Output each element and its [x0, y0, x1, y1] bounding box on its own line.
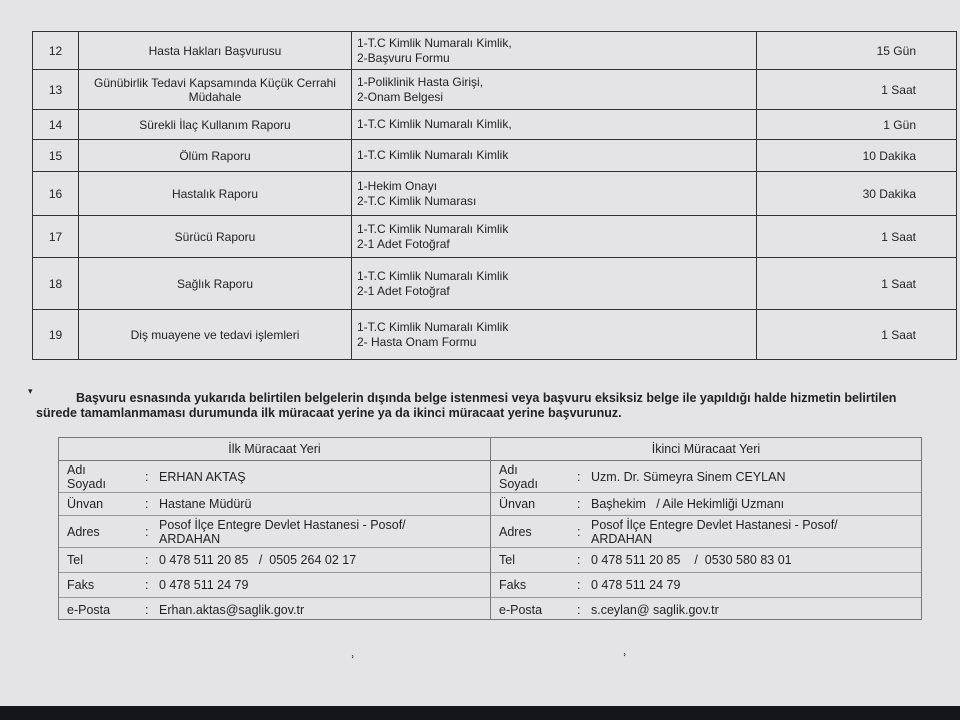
service-number: 12 — [33, 32, 79, 70]
address-label: Adres — [499, 524, 532, 539]
document-line: 1-T.C Kimlik Numaralı Kimlik — [357, 148, 509, 162]
email-label: e-Posta — [67, 603, 111, 617]
second-contact-email-row — [491, 598, 921, 622]
service-row — [33, 216, 957, 258]
service-documents — [352, 140, 757, 172]
fax-label: Faks — [499, 578, 527, 592]
service-name: Sürekli İlaç Kullanım Raporu — [79, 110, 352, 140]
notice-line-2: sürede tamamlanmaması durumunda ilk müracaat yerine ya da ikinci müracaat yerine başvurunuz. — [36, 406, 622, 420]
first-contact-email-row — [59, 598, 490, 622]
colon: : — [145, 497, 149, 511]
second-contact-name: Uzm. Dr. Sümeyra Sinem CEYLAN — [591, 469, 786, 484]
service-duration: 1 Saat — [757, 258, 957, 310]
service-row — [33, 70, 957, 110]
first-contact-fax: 0 478 511 24 79 — [159, 578, 249, 592]
second-contact-title-row — [491, 493, 921, 516]
service-duration: 1 Gün — [757, 110, 957, 140]
first-contact-heading: İlk Müracaat Yeri — [59, 438, 490, 461]
service-duration: 1 Saat — [757, 216, 957, 258]
service-name: Diş muayene ve tedavi işlemleri — [79, 310, 352, 360]
service-row — [33, 140, 957, 172]
document-line: 1-T.C Kimlik Numaralı Kimlik, — [357, 35, 512, 50]
fax-label: Faks — [67, 578, 95, 592]
colon: : — [577, 603, 581, 617]
second-contact-fax: 0 478 511 24 79 — [591, 578, 681, 592]
service-documents — [352, 172, 757, 216]
first-contact-name: ERHAN AKTAŞ — [159, 469, 246, 484]
second-contact-tel-row — [491, 548, 921, 573]
document-line: 1-Hekim Onayı — [357, 178, 438, 193]
colon: : — [145, 578, 149, 592]
address-label: Adres — [67, 524, 100, 539]
monitor-bezel — [0, 706, 960, 720]
service-documents — [352, 216, 757, 258]
service-documents — [352, 310, 757, 360]
second-contact-heading: İkinci Müracaat Yeri — [491, 438, 921, 461]
service-documents — [352, 32, 757, 70]
colon: : — [145, 553, 149, 567]
service-row — [33, 32, 957, 70]
first-contact-fax-row — [59, 573, 490, 598]
second-contact-title: Başhekim / Aile Hekimliği Uzmanı — [591, 497, 785, 511]
service-number: 14 — [33, 110, 79, 140]
colon: : — [145, 469, 149, 484]
tel-label: Tel — [67, 553, 83, 567]
first-contact-title: Hastane Müdürü — [159, 497, 252, 511]
signature-mark-left: ˒ — [350, 646, 356, 663]
document-line: 2-1 Adet Fotoğraf — [357, 236, 450, 251]
service-duration: 10 Dakika — [757, 140, 957, 172]
first-contact-address-row — [59, 516, 490, 548]
second-contact-address-row — [491, 516, 921, 548]
document-line: 2-T.C Kimlik Numarası — [357, 193, 477, 208]
service-documents — [352, 70, 757, 110]
signature-mark-right: ˒ — [622, 644, 628, 661]
service-name: Hasta Hakları Başvurusu — [79, 32, 352, 70]
first-contact-email: Erhan.aktas@saglik.gov.tr — [159, 603, 305, 617]
service-documents — [352, 110, 757, 140]
second-contact-box — [490, 437, 922, 620]
second-contact-name-row — [491, 461, 921, 493]
service-number: 18 — [33, 258, 79, 310]
document-line: 1-Poliklinik Hasta Girişi, — [357, 74, 484, 89]
document-line: 2-Onam Belgesi — [357, 89, 444, 104]
service-row — [33, 110, 957, 140]
name-label: Adı Soyadı — [67, 462, 106, 491]
first-contact-tel: 0 478 511 20 85 / 0505 264 02 17 — [159, 553, 357, 567]
service-duration: 15 Gün — [757, 32, 957, 70]
bullet-mark: ▾ — [28, 386, 33, 396]
service-number: 19 — [33, 310, 79, 360]
document-line: 2-1 Adet Fotoğraf — [357, 283, 450, 298]
colon: : — [577, 524, 581, 539]
colon: : — [577, 578, 581, 592]
service-number: 13 — [33, 70, 79, 110]
second-contact-address: Posof İlçe Entegre Devlet Hastanesi - Posof/ ARDAHAN — [591, 517, 838, 546]
document-line: 2-Başvuru Formu — [357, 50, 450, 65]
service-name: Sürücü Raporu — [79, 216, 352, 258]
services-table — [32, 31, 957, 360]
document-line: 1-T.C Kimlik Numaralı Kimlik, — [357, 117, 512, 131]
document-line: 1-T.C Kimlik Numaralı Kimlik — [357, 268, 509, 283]
second-contact-tel: 0 478 511 20 85 / 0530 580 83 01 — [591, 553, 792, 567]
service-documents — [352, 258, 757, 310]
service-row — [33, 258, 957, 310]
first-contact-address: Posof İlçe Entegre Devlet Hastanesi - Posof/ ARDAHAN — [159, 517, 406, 546]
service-name: Günübirlik Tedavi Kapsamında Küçük Cerrahi Müdahale — [79, 70, 352, 110]
first-contact-name-row — [59, 461, 490, 493]
first-contact-title-row — [59, 493, 490, 516]
service-duration: 1 Saat — [757, 310, 957, 360]
colon: : — [145, 603, 149, 617]
service-duration: 1 Saat — [757, 70, 957, 110]
document-line: 1-T.C Kimlik Numaralı Kimlik — [357, 221, 509, 236]
second-contact-email: s.ceylan@ saglik.gov.tr — [591, 603, 719, 617]
service-number: 15 — [33, 140, 79, 172]
service-row — [33, 310, 957, 360]
service-name: Sağlık Raporu — [79, 258, 352, 310]
colon: : — [577, 497, 581, 511]
document-line: 2- Hasta Onam Formu — [357, 334, 477, 349]
service-name: Hastalık Raporu — [79, 172, 352, 216]
colon: : — [145, 524, 149, 539]
colon: : — [577, 553, 581, 567]
title-label: Ünvan — [67, 497, 104, 511]
email-label: e-Posta — [499, 603, 543, 617]
document-line: 1-T.C Kimlik Numaralı Kimlik — [357, 319, 509, 334]
first-contact-box — [58, 437, 491, 620]
service-row — [33, 172, 957, 216]
service-number: 17 — [33, 216, 79, 258]
colon: : — [577, 469, 581, 484]
title-label: Ünvan — [499, 497, 536, 511]
service-name: Ölüm Raporu — [79, 140, 352, 172]
notice-paragraph — [36, 391, 941, 421]
first-contact-tel-row — [59, 548, 490, 573]
notice-line-1: Başvuru esnasında yukarıda belirtilen belgelerin dışında belge istenmesi veya başvuru eksiksiz belge ile yapıldığı halde hizmetin belirtilen — [76, 391, 897, 405]
second-contact-fax-row — [491, 573, 921, 598]
tel-label: Tel — [499, 553, 515, 567]
service-duration: 30 Dakika — [757, 172, 957, 216]
service-number: 16 — [33, 172, 79, 216]
name-label: Adı Soyadı — [499, 462, 538, 491]
